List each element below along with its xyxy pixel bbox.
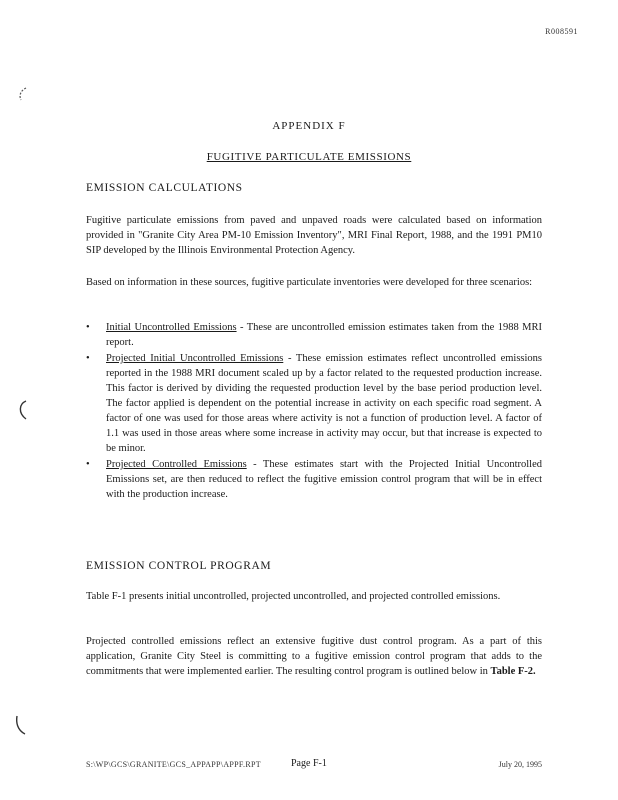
footer-page-number: Page F-1 [291,758,327,769]
list-item-text: - These emission estimates reflect uncontrolled emissions reported in the 1988 MRI document scaled up by a factor related to the requested production increase. This factor is derived by dividing the requested production level by the base period production level. The factor applied is dependent on the potential increase in activity on each specific road segment. A factor of one was used for those areas where activity is not a function of production level. A factor of 1.1 was used in those areas where some increase in activity may occur, but that increase is expected to be minor. [106,353,542,454]
punch-hole-mark-top [14,86,30,110]
list-item-term: Initial Uncontrolled Emissions [106,322,237,333]
paragraph-table-f1: Table F-1 presents initial uncontrolled, projected uncontrolled, and projected controlled emissions. [86,591,501,602]
punch-hole-mark-bottom [14,714,30,738]
list-item [86,457,542,502]
punch-hole-mark-middle [14,398,30,422]
paragraph-scenarios: Based on information in these sources, fugitive particulate inventories were developed for three scenarios: [86,277,533,288]
appendix-title: APPENDIX F [272,120,346,132]
list-item [86,320,542,350]
bullet-icon: • [86,322,90,333]
list-item [86,351,542,456]
paragraph-control-program [86,634,542,679]
section-heading-emission-control-program: EMISSION CONTROL PROGRAM [86,560,272,572]
bullet-icon: • [86,459,90,470]
footer-date: July 20, 1995 [498,760,542,769]
document-code: R008591 [545,27,578,36]
appendix-subtitle: FUGITIVE PARTICULATE EMISSIONS [206,151,412,163]
list-item-text: - These are uncontrolled emission estimates taken from the 1988 MRI report. [106,322,543,348]
scenario-list [86,320,542,503]
footer-file-path: S:\WP\GCS\GRANITE\GCS_APPAPP\APPF.RPT [86,760,261,769]
list-item-term: Projected Controlled Emissions [106,459,247,470]
section-heading-emission-calculations: EMISSION CALCULATIONS [86,182,243,194]
list-item-term: Projected Initial Uncontrolled Emissions [106,353,284,364]
paragraph-intro: Fugitive particulate emissions from paved and unpaved roads were calculated based on information provided in "Granite City Area PM-10 Emission Inventory", MRI Final Report, 1988, and the 1991 PM10 SIP developed by the Illinois Environmental Protection Agency. [86,215,542,256]
paragraph-control-program-text: Projected controlled emissions reflect an extensive fugitive dust control program. As a part of this application, Granite City Steel is committing to a fugitive emission control program that adds to the commitments that were implemented earlier. The resulting control program is outlined below in [86,636,542,677]
page-footer [86,758,542,772]
list-item-text: - These estimates start with the Projected Initial Uncontrolled Emissions set, are then reduced to reflect the fugitive emission control program that will be in effect with the production increase. [106,459,542,500]
table-f2-reference: Table F-2. [490,666,536,677]
bullet-icon: • [86,353,90,364]
